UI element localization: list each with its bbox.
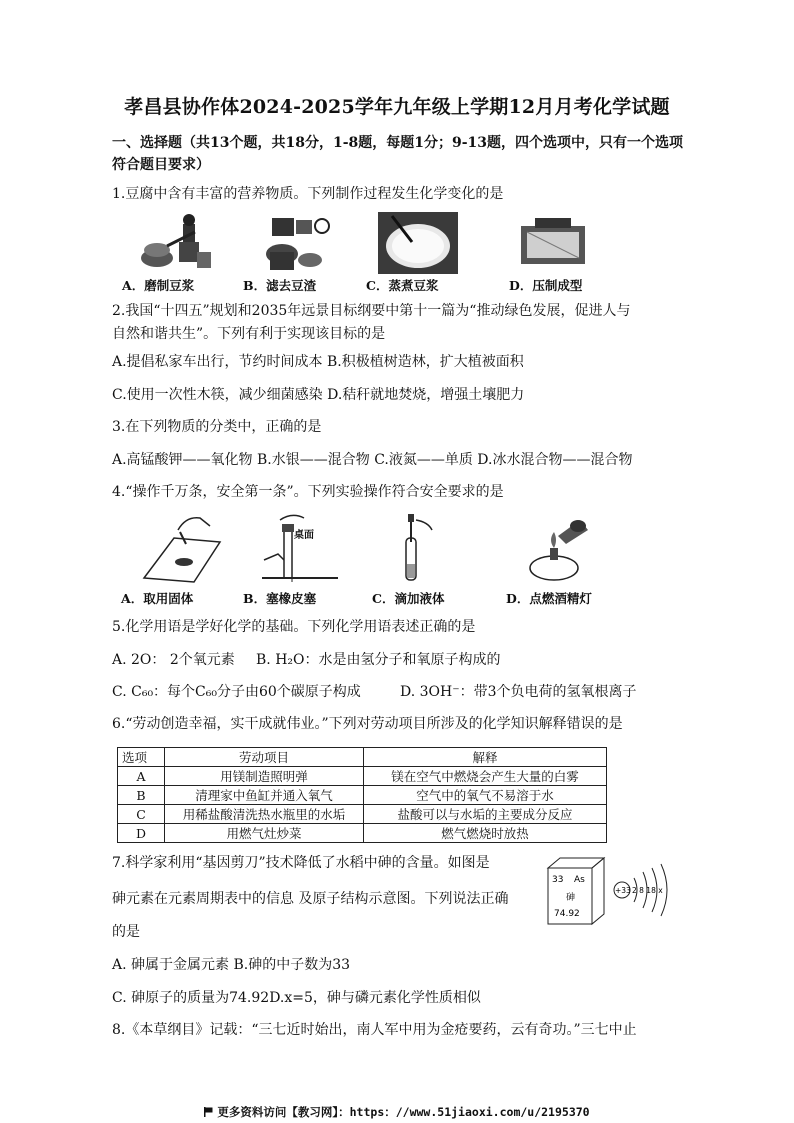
q4-stem: 4.“操作千万条，安全第一条”。下列实验操作符合安全要求的是 xyxy=(112,484,504,500)
q1-option-a: A．磨制豆浆 xyxy=(122,278,195,293)
electron-shells: 2 8 18 x xyxy=(632,886,663,895)
q7-stem-line3: 的是 xyxy=(112,924,140,940)
q1-stem: 1.豆腐中含有丰富的营养物质。下列制作过程发生化学变化的是 xyxy=(112,186,504,202)
q1-image-boiling xyxy=(378,212,458,274)
q6-table-header xyxy=(118,748,607,767)
q6-stem: 6.“劳动创造幸福，实干成就伟业。”下列对劳动项目所涉及的化学知识解释错误的是 xyxy=(112,716,623,732)
flag-icon xyxy=(204,1107,214,1117)
table-cell: 用燃气灶炒菜 xyxy=(165,824,364,843)
q6-header-explain: 解释 xyxy=(364,748,607,767)
element-mass: 74.92 xyxy=(554,909,580,919)
table-row xyxy=(118,767,607,786)
element-name: 砷 xyxy=(566,893,576,903)
table-cell: 镁在空气中燃烧会产生大量的白雾 xyxy=(364,767,607,786)
q2-options-cd: C.使用一次性木筷，减少细菌感染 D.秸秆就地焚烧，增强土壤肥力 xyxy=(112,387,525,403)
exam-title: 孝昌县协作体2024-2025学年九年级上学期12月月考化学试题 xyxy=(124,96,670,118)
q4-image-stopper xyxy=(258,512,342,584)
q5-option-d: D. 3OH⁻：带3个负电荷的氢氧根离子 xyxy=(400,684,637,700)
section-heading: 一、选择题（共13个题，共18分，1-8题，每题1分；9-13题，四个选项中，只有一个选项符合题目要求） xyxy=(112,135,684,173)
q5-option-a: A. 2O： 2个氧元素 xyxy=(112,652,235,668)
q1-option-d: D．压制成型 xyxy=(509,278,583,293)
table-cell: D xyxy=(118,824,165,843)
q3-stem: 3.在下列物质的分类中，正确的是 xyxy=(112,419,322,435)
q1-image-grinding xyxy=(135,212,215,274)
table-cell: 用稀盐酸清洗热水瓶里的水垢 xyxy=(165,805,364,824)
table-cell: 盐酸可以与水垢的主要成分反应 xyxy=(364,805,607,824)
q4-image-dropper xyxy=(392,512,452,584)
q1-image-pressing xyxy=(513,212,593,274)
table-cell: 用镁制造照明弹 xyxy=(165,767,364,786)
q4-image-alcohol-lamp xyxy=(522,512,592,584)
q6-header-project: 劳动项目 xyxy=(165,748,364,767)
q7-stem-line2: 砷元素在元素周期表中的信息 及原子结构示意图。下列说法正确 xyxy=(112,891,509,907)
element-number: 33 xyxy=(552,875,564,885)
table-cell: C xyxy=(118,805,165,824)
q3-options: A.高锰酸钾——氧化物 B.水银——混合物 C.液氮——单质 D.冰水混合物——混合物 xyxy=(112,452,633,468)
q7-stem-line1: 7.科学家利用“基因剪刀”技术降低了水稻中砷的含量。如图是 xyxy=(112,855,490,871)
table-cell: 燃气燃烧时放热 xyxy=(364,824,607,843)
element-symbol: As xyxy=(574,875,585,885)
q2-stem-line1: 2.我国“十四五”规划和2035年远景目标纲要中第十一篇为“推动绿色发展，促进人与 xyxy=(112,303,631,319)
footer-link[interactable] xyxy=(0,1104,794,1120)
table-cell: B xyxy=(118,786,165,805)
q1-option-b: B．滤去豆渣 xyxy=(243,278,317,293)
q2-stem-line2: 自然和谐共生”。下列有利于实现该目标的是 xyxy=(112,326,386,342)
q5-stem: 5.化学用语是学好化学的基础。下列化学用语表述正确的是 xyxy=(112,619,476,635)
q4-option-a: A．取用固体 xyxy=(121,591,194,606)
q4-option-d: D．点燃酒精灯 xyxy=(506,591,592,606)
q4-option-c: C．滴加液体 xyxy=(372,591,445,606)
q5-option-b: B. H₂O：水是由氢分子和氧原子构成的 xyxy=(256,652,501,668)
q7-element-figure xyxy=(546,856,686,926)
q1-image-filtering xyxy=(252,212,332,274)
q4-option-b: B．塞橡皮塞 xyxy=(243,591,317,606)
q8-stem: 8.《本草纲目》记载：“三七近时始出，南人军中用为金疮要药，云有奇功。”三七中止 xyxy=(112,1022,637,1038)
q4-desk-label: 桌面 xyxy=(294,530,314,541)
table-row xyxy=(118,786,607,805)
q7-options-cd: C. 砷原子的质量为74.92D.x=5，砷与磷元素化学性质相似 xyxy=(112,990,481,1006)
table-row xyxy=(118,805,607,824)
nucleus-charge: +33 xyxy=(615,886,631,895)
q6-header-option: 选项 xyxy=(118,748,165,767)
q5-option-c: C. C₆₀：每个C₆₀分子由60个碳原子构成 xyxy=(112,684,361,700)
table-row xyxy=(118,824,607,843)
q2-options-ab: A.提倡私家车出行，节约时间成本 B.积极植树造林，扩大植被面积 xyxy=(112,354,524,370)
q1-option-c: C．蒸煮豆浆 xyxy=(366,278,439,293)
table-cell: 空气中的氧气不易溶于水 xyxy=(364,786,607,805)
table-cell: 清理家中鱼缸并通入氧气 xyxy=(165,786,364,805)
footer-text: 更多资料访问【教习网】：https：//www.51jiaoxi.com/u/2195370 xyxy=(217,1105,590,1119)
q6-table xyxy=(117,747,607,843)
table-cell: A xyxy=(118,767,165,786)
q7-options-ab: A. 砷属于金属元素 B.砷的中子数为33 xyxy=(112,957,351,973)
q4-image-solid xyxy=(140,512,224,584)
